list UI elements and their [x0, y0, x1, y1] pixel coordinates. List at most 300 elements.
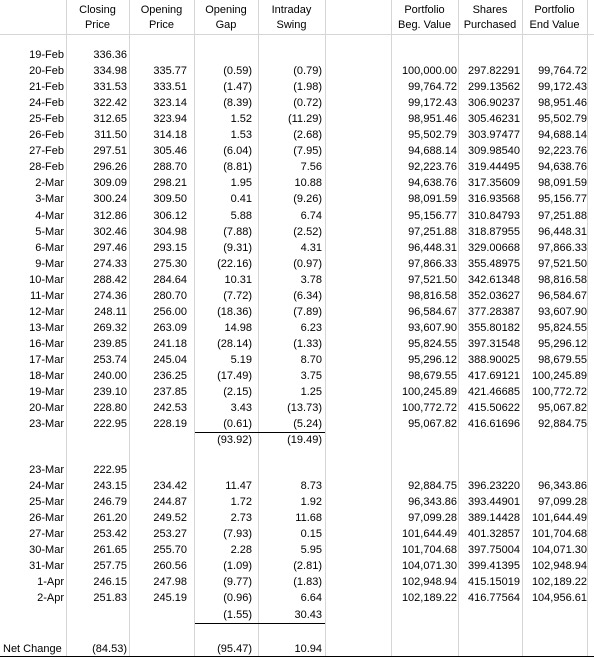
cell-swing[interactable]: (2.81)	[293, 560, 322, 572]
cell-date[interactable]: 28-Feb	[29, 161, 64, 173]
cell-shares[interactable]: 399.41395	[468, 560, 520, 572]
cell-beg[interactable]: 102,948.94	[401, 576, 457, 588]
cell-end[interactable]: 101,704.68	[531, 528, 587, 540]
cell-end[interactable]: 95,067.82	[538, 402, 587, 414]
cell-end[interactable]: 93,607.90	[538, 306, 587, 318]
cell-beg[interactable]: 96,448.31	[408, 242, 457, 254]
header-opening-price[interactable]	[129, 3, 194, 33]
table-row	[0, 510, 594, 526]
cell-shares[interactable]: 396.23220	[468, 480, 520, 492]
cell-shares[interactable]: 397.75004	[468, 544, 520, 556]
cell-end[interactable]	[523, 47, 587, 63]
cell-open[interactable]: 323.14	[153, 97, 187, 109]
cell-date[interactable]: 23-Mar	[29, 464, 64, 476]
cell-gap[interactable]: (1.47)	[223, 81, 252, 93]
cell-gap[interactable]: (18.36)	[217, 306, 252, 318]
cell-gap[interactable]: 1.53	[230, 129, 252, 141]
cell-gap[interactable]: (0.61)	[223, 418, 252, 430]
cell-shares[interactable]: 388.90025	[468, 354, 520, 366]
cell-swing[interactable]: (0.79)	[293, 65, 322, 77]
cell-close[interactable]: 222.95	[93, 418, 127, 430]
cell-end[interactable]: 98,679.55	[538, 354, 587, 366]
cell-beg[interactable]: 98,679.55	[408, 370, 457, 382]
cell-open[interactable]: 244.87	[153, 496, 187, 508]
cell-date[interactable]: 1-Apr	[37, 576, 64, 588]
cell-end[interactable]: 100,772.72	[531, 386, 587, 398]
cell-open[interactable]: 236.25	[153, 370, 187, 382]
cell-end[interactable]: 96,343.86	[538, 480, 587, 492]
cell-end[interactable]: 97,099.28	[538, 496, 587, 508]
cell-date[interactable]: 24-Mar	[29, 480, 64, 492]
subtotal-row	[0, 607, 594, 623]
cell-beg[interactable]: 100,772.72	[401, 402, 457, 414]
table-row	[0, 478, 594, 494]
cell-date[interactable]: 25-Mar	[29, 496, 64, 508]
cell-gap[interactable]: 0.41	[230, 193, 252, 205]
cell-date[interactable]: 4-Mar	[35, 210, 64, 222]
cell-beg[interactable]: 92,884.75	[408, 480, 457, 492]
cell-open[interactable]	[127, 462, 187, 478]
cell-shares[interactable]: 342.61348	[468, 274, 520, 286]
cell-close[interactable]: 246.15	[93, 576, 127, 588]
cell-shares[interactable]: 377.28387	[468, 306, 520, 318]
table-row	[0, 494, 594, 510]
cell-shares[interactable]: 421.46685	[468, 386, 520, 398]
cell-close[interactable]: 222.95	[93, 464, 127, 476]
cell-open[interactable]: 293.15	[153, 242, 187, 254]
cell-close[interactable]: 312.86	[93, 210, 127, 222]
cell-end[interactable]: 95,156.77	[538, 193, 587, 205]
cell-shares[interactable]: 306.90237	[468, 97, 520, 109]
cell-end[interactable]: 104,071.30	[531, 544, 587, 556]
cell-open[interactable]: 288.70	[153, 161, 187, 173]
table-row	[0, 336, 594, 352]
cell-beg[interactable]: 94,688.14	[408, 145, 457, 157]
cell-swing[interactable]: 6.64	[300, 592, 322, 604]
header-closing-price[interactable]	[66, 3, 129, 33]
cell-close[interactable]: 269.32	[93, 322, 127, 334]
cell-gap[interactable]: (7.88)	[223, 226, 252, 238]
header-line: Gap	[215, 19, 237, 31]
cell-gap[interactable]: (1.09)	[223, 560, 252, 572]
cell-gap[interactable]: (22.16)	[217, 258, 252, 270]
cell-shares[interactable]: 393.44901	[468, 496, 520, 508]
cell-close[interactable]: 334.98	[93, 65, 127, 77]
cell-shares[interactable]: 389.14428	[468, 512, 520, 524]
cell-swing[interactable]: 6.23	[300, 322, 322, 334]
cell-open[interactable]: 333.51	[153, 81, 187, 93]
cell-gap[interactable]: 14.98	[224, 322, 252, 334]
cell-beg[interactable]: 92,223.76	[408, 161, 457, 173]
cell-date[interactable]: 26-Feb	[29, 129, 64, 141]
cell-date[interactable]: 5-Mar	[35, 226, 64, 238]
cell-beg[interactable]	[390, 462, 457, 478]
cell-open[interactable]: 255.70	[153, 544, 187, 556]
cell-close[interactable]: 253.74	[93, 354, 127, 366]
cell-date[interactable]: 27-Feb	[29, 145, 64, 157]
cell-end[interactable]: 97,866.33	[538, 242, 587, 254]
cell-open[interactable]: 249.52	[153, 512, 187, 524]
cell-shares[interactable]: 397.31548	[468, 338, 520, 350]
header-line: Purchased	[463, 19, 517, 31]
cell-gap[interactable]: 5.88	[230, 210, 252, 222]
cell-date[interactable]: 3-Mar	[35, 193, 64, 205]
cell-swing[interactable]: 11.68	[295, 512, 322, 524]
net-change-gap[interactable]: (95.47)	[217, 643, 252, 655]
cell-open[interactable]: 304.98	[153, 226, 187, 238]
cell-end[interactable]	[523, 462, 587, 478]
cell-close[interactable]: 246.79	[93, 496, 127, 508]
net-change-swing[interactable]: 10.94	[294, 643, 322, 655]
net-change-label[interactable]: Net Change	[3, 643, 62, 655]
table-row	[0, 304, 594, 320]
cell-close[interactable]: 253.42	[93, 528, 127, 540]
table-row	[0, 542, 594, 558]
table-row	[0, 47, 594, 63]
cell-swing[interactable]: (5.24)	[293, 418, 322, 430]
cell-beg[interactable]: 102,189.22	[401, 592, 457, 604]
cell-date[interactable]: 16-Mar	[29, 338, 64, 350]
cell-swing[interactable]: (13.73)	[287, 402, 322, 414]
cell-shares[interactable]: 416.77564	[468, 592, 520, 604]
cell-swing[interactable]: (11.29)	[287, 113, 322, 125]
cell-beg[interactable]: 96,584.67	[408, 306, 457, 318]
cell-close[interactable]: 296.26	[93, 161, 127, 173]
cell-gap[interactable]	[192, 462, 252, 478]
cell-gap[interactable]: (6.04)	[223, 145, 252, 157]
cell-end[interactable]: 104,956.61	[531, 592, 587, 604]
cell-gap[interactable]: (7.72)	[223, 290, 252, 302]
cell-end[interactable]: 102,948.94	[531, 560, 587, 572]
cell-open[interactable]: 280.70	[153, 290, 187, 302]
cell-open[interactable]: 298.21	[153, 177, 187, 189]
cell-end[interactable]: 101,644.49	[531, 512, 587, 524]
cell-open[interactable]: 253.27	[153, 528, 187, 540]
header-portfolio-end-value[interactable]	[522, 3, 587, 33]
cell-close[interactable]: 302.46	[93, 226, 127, 238]
cell-shares[interactable]: 299.13562	[468, 81, 520, 93]
cell-gap[interactable]: 2.73	[230, 512, 252, 524]
cell-end[interactable]: 96,448.31	[538, 226, 587, 238]
table-row	[0, 320, 594, 336]
cell-date[interactable]: 2-Mar	[35, 177, 64, 189]
cell-date[interactable]: 6-Mar	[35, 242, 64, 254]
cell-beg[interactable]: 93,607.90	[408, 322, 457, 334]
cell-shares[interactable]: 310.84793	[468, 210, 520, 222]
cell-swing[interactable]: (1.83)	[293, 576, 322, 588]
cell-close[interactable]: 336.36	[93, 49, 127, 61]
cell-beg[interactable]: 94,638.76	[408, 177, 457, 189]
cell-open[interactable]: 237.85	[153, 386, 187, 398]
cell-swing[interactable]: 0.15	[300, 528, 322, 540]
cell-open[interactable]: 306.12	[153, 210, 187, 222]
header-intraday-swing[interactable]	[258, 3, 325, 33]
cell-swing[interactable]: 3.75	[300, 370, 322, 382]
cell-open[interactable]: 263.09	[153, 322, 187, 334]
cell-gap[interactable]: 3.43	[230, 402, 252, 414]
table-row	[0, 462, 594, 478]
cell-beg[interactable]: 98,951.46	[408, 113, 457, 125]
cell-end[interactable]: 99,172.43	[538, 81, 587, 93]
cell-swing[interactable]: 1.92	[300, 496, 322, 508]
cell-close[interactable]: 274.36	[93, 290, 127, 302]
cell-swing[interactable]: (7.95)	[293, 145, 322, 157]
cell-swing[interactable]: 8.73	[300, 480, 322, 492]
cell-gap[interactable]: (0.59)	[223, 65, 252, 77]
cell-date[interactable]: 11-Mar	[29, 290, 64, 302]
cell-swing[interactable]: (2.68)	[293, 129, 322, 141]
cell-beg[interactable]: 100,000.00	[401, 65, 457, 77]
cell-open[interactable]: 323.94	[153, 113, 187, 125]
cell-swing[interactable]: (0.72)	[293, 97, 322, 109]
cell-shares[interactable]: 415.15019	[468, 576, 520, 588]
cell-date[interactable]: 17-Mar	[29, 354, 64, 366]
cell-gap[interactable]: (17.49)	[217, 370, 252, 382]
cell-end[interactable]: 92,884.75	[538, 418, 587, 430]
cell-close[interactable]: 248.11	[94, 306, 127, 318]
cell-shares[interactable]: 415.50622	[468, 402, 520, 414]
cell-swing[interactable]: (9.26)	[293, 193, 322, 205]
cell-open[interactable]: 245.04	[153, 354, 187, 366]
cell-end[interactable]: 97,521.50	[538, 258, 587, 270]
cell-close[interactable]: 312.65	[93, 113, 127, 125]
cell-close[interactable]: 261.20	[93, 512, 127, 524]
cell-close[interactable]: 243.15	[93, 480, 127, 492]
cell-open[interactable]: 260.56	[153, 560, 187, 572]
cell-end[interactable]: 95,296.12	[538, 338, 587, 350]
cell-beg[interactable]: 95,296.12	[408, 354, 457, 366]
cell-gap[interactable]: (0.96)	[223, 592, 252, 604]
header-line: Opening	[140, 4, 183, 16]
cell-close[interactable]: 297.46	[93, 242, 127, 254]
header-shares-purchased[interactable]	[458, 3, 522, 33]
cell-gap[interactable]: 5.19	[230, 354, 252, 366]
cell-date[interactable]: 19-Mar	[29, 386, 64, 398]
cell-open[interactable]: 256.00	[153, 306, 187, 318]
cell-gap[interactable]: 1.95	[230, 177, 252, 189]
cell-gap[interactable]: 10.31	[224, 274, 252, 286]
cell-open[interactable]: 241.18	[153, 338, 187, 350]
subtotal-swing[interactable]: (19.49)	[287, 434, 322, 446]
cell-swing[interactable]: (7.89)	[293, 306, 322, 318]
cell-beg[interactable]: 99,764.72	[408, 81, 457, 93]
cell-swing[interactable]: (1.98)	[293, 81, 322, 93]
cell-date[interactable]: 27-Mar	[29, 528, 64, 540]
cell-shares[interactable]: 319.44495	[468, 161, 520, 173]
cell-close[interactable]: 261.65	[93, 544, 127, 556]
cell-date[interactable]: 2-Apr	[37, 592, 64, 604]
cell-swing[interactable]: (6.34)	[293, 290, 322, 302]
net-change-close[interactable]: (84.53)	[92, 643, 127, 655]
cell-end[interactable]: 98,951.46	[538, 97, 587, 109]
cell-date[interactable]: 18-Mar	[29, 370, 64, 382]
cell-beg[interactable]: 95,824.55	[408, 338, 457, 350]
cell-beg[interactable]: 97,521.50	[408, 274, 457, 286]
cell-date[interactable]: 9-Mar	[35, 258, 64, 270]
cell-date[interactable]: 31-Mar	[29, 560, 64, 572]
table-row	[0, 574, 594, 590]
cell-gap[interactable]: (8.81)	[223, 161, 252, 173]
cell-end[interactable]: 99,764.72	[538, 65, 587, 77]
cell-close[interactable]: 288.42	[93, 274, 127, 286]
cell-shares[interactable]: 416.61696	[468, 418, 520, 430]
cell-beg[interactable]: 98,816.58	[408, 290, 457, 302]
cell-beg[interactable]: 100,245.89	[401, 386, 457, 398]
cell-date[interactable]: 13-Mar	[29, 322, 64, 334]
cell-swing[interactable]: (0.97)	[293, 258, 322, 270]
table-row	[0, 159, 594, 175]
cell-swing[interactable]: 1.25	[300, 386, 322, 398]
cell-end[interactable]: 100,245.89	[531, 370, 587, 382]
cell-beg[interactable]: 95,067.82	[408, 418, 457, 430]
cell-gap[interactable]: (9.77)	[223, 576, 252, 588]
cell-date[interactable]: 26-Mar	[29, 512, 64, 524]
cell-swing[interactable]: 8.70	[300, 354, 322, 366]
cell-shares[interactable]: 352.03627	[468, 290, 520, 302]
cell-end[interactable]: 98,816.58	[538, 274, 587, 286]
cell-gap[interactable]: 11.47	[225, 480, 252, 492]
cell-beg[interactable]: 95,156.77	[408, 210, 457, 222]
cell-end[interactable]: 92,223.76	[538, 145, 587, 157]
cell-swing[interactable]	[259, 462, 322, 478]
cell-swing[interactable]: (2.52)	[293, 226, 322, 238]
cell-close[interactable]: 311.50	[94, 129, 127, 141]
table-row	[0, 352, 594, 368]
cell-beg[interactable]: 95,502.79	[408, 129, 457, 141]
cell-swing[interactable]: 10.88	[294, 177, 322, 189]
cell-open[interactable]: 245.19	[153, 592, 187, 604]
header-line: Swing	[276, 19, 307, 31]
cell-shares[interactable]: 417.69121	[468, 370, 520, 382]
header-portfolio-beg-value[interactable]	[391, 3, 458, 33]
cell-end[interactable]: 94,638.76	[538, 161, 587, 173]
cell-beg[interactable]: 98,091.59	[408, 193, 457, 205]
cell-gap[interactable]: 2.28	[230, 544, 252, 556]
cell-date[interactable]: 30-Mar	[29, 544, 64, 556]
cell-shares[interactable]: 329.00668	[468, 242, 520, 254]
cell-open[interactable]: 314.18	[153, 129, 187, 141]
cell-shares[interactable]: 303.97477	[468, 129, 520, 141]
cell-gap[interactable]: 1.72	[230, 496, 252, 508]
cell-close[interactable]: 239.10	[93, 386, 127, 398]
cell-open[interactable]: 284.64	[153, 274, 187, 286]
cell-beg[interactable]	[390, 47, 457, 63]
cell-close[interactable]: 322.42	[93, 97, 127, 109]
cell-end[interactable]: 102,189.22	[531, 576, 587, 588]
table-row	[0, 191, 594, 207]
cell-shares[interactable]: 355.48975	[468, 258, 520, 270]
cell-close[interactable]: 228.80	[93, 402, 127, 414]
cell-beg[interactable]: 104,071.30	[401, 560, 457, 572]
cell-end[interactable]: 96,584.67	[538, 290, 587, 302]
cell-swing[interactable]: 6.74	[300, 210, 322, 222]
cell-shares[interactable]: 401.32857	[468, 528, 520, 540]
table-row	[0, 416, 594, 432]
cell-date[interactable]: 23-Mar	[29, 418, 64, 430]
cell-date[interactable]: 10-Mar	[29, 274, 64, 286]
cell-date[interactable]: 20-Mar	[29, 402, 64, 414]
cell-close[interactable]: 297.51	[93, 145, 127, 157]
cell-shares[interactable]: 355.80182	[468, 322, 520, 334]
cell-open[interactable]: 242.53	[153, 402, 187, 414]
cell-date[interactable]: 12-Mar	[29, 306, 64, 318]
cell-close[interactable]: 239.85	[93, 338, 127, 350]
cell-end[interactable]: 95,824.55	[538, 322, 587, 334]
cell-shares[interactable]	[459, 462, 520, 478]
cell-beg[interactable]: 101,704.68	[401, 544, 457, 556]
subtotal-gap[interactable]: (1.55)	[223, 609, 252, 621]
cell-close[interactable]: 274.33	[93, 258, 127, 270]
cell-beg[interactable]: 99,172.43	[408, 97, 457, 109]
cell-gap[interactable]	[192, 47, 252, 63]
cell-gap[interactable]: (9.31)	[223, 242, 252, 254]
cell-beg[interactable]: 97,099.28	[408, 512, 457, 524]
cell-close[interactable]: 309.09	[93, 177, 127, 189]
table-row	[0, 111, 594, 127]
cell-shares[interactable]: 318.87955	[468, 226, 520, 238]
cell-close[interactable]: 257.75	[93, 560, 127, 572]
cell-beg[interactable]: 96,343.86	[408, 496, 457, 508]
subtotal-gap[interactable]: (93.92)	[217, 434, 252, 446]
cell-shares[interactable]	[459, 47, 520, 63]
cell-gap[interactable]: (8.39)	[223, 97, 252, 109]
cell-gap[interactable]: (2.15)	[223, 386, 252, 398]
cell-close[interactable]: 300.24	[93, 193, 127, 205]
cell-beg[interactable]: 101,644.49	[401, 528, 457, 540]
cell-shares[interactable]: 316.93568	[468, 193, 520, 205]
cell-date[interactable]: 21-Feb	[29, 81, 64, 93]
cell-gap[interactable]: (28.14)	[217, 338, 252, 350]
cell-date[interactable]: 20-Feb	[29, 65, 64, 77]
cell-shares[interactable]: 305.46231	[468, 113, 520, 125]
cell-shares[interactable]: 309.98540	[468, 145, 520, 157]
cell-end[interactable]: 94,688.14	[538, 129, 587, 141]
cell-gap[interactable]: (7.93)	[223, 528, 252, 540]
cell-swing[interactable]: (1.33)	[293, 338, 322, 350]
cell-beg[interactable]: 97,251.88	[408, 226, 457, 238]
cell-swing[interactable]: 7.56	[300, 161, 322, 173]
cell-swing[interactable]: 5.95	[300, 544, 322, 556]
cell-shares[interactable]: 317.35609	[468, 177, 520, 189]
cell-open[interactable]: 247.98	[153, 576, 187, 588]
cell-end[interactable]: 95,502.79	[538, 113, 587, 125]
cell-close[interactable]: 251.83	[93, 592, 127, 604]
cell-swing[interactable]	[259, 47, 322, 63]
cell-end[interactable]: 98,091.59	[538, 177, 587, 189]
cell-beg[interactable]: 97,866.33	[408, 258, 457, 270]
cell-gap[interactable]: 1.52	[230, 113, 252, 125]
cell-close[interactable]: 331.53	[93, 81, 127, 93]
cell-open[interactable]: 335.77	[153, 65, 187, 77]
cell-open[interactable]: 309.50	[153, 193, 187, 205]
cell-end[interactable]: 97,251.88	[538, 210, 587, 222]
cell-swing[interactable]: 3.78	[300, 274, 322, 286]
cell-open[interactable]: 305.46	[153, 145, 187, 157]
cell-open[interactable]: 234.42	[153, 480, 187, 492]
cell-shares[interactable]: 297.82291	[468, 65, 520, 77]
header-opening-gap[interactable]	[194, 3, 258, 33]
subtotal-swing[interactable]: 30.43	[294, 609, 322, 621]
cell-swing[interactable]: 4.31	[300, 242, 322, 254]
cell-open[interactable]: 228.19	[153, 418, 187, 430]
cell-open[interactable]	[127, 47, 187, 63]
cell-date[interactable]: 25-Feb	[29, 113, 64, 125]
cell-open[interactable]: 275.30	[153, 258, 187, 270]
cell-date[interactable]: 24-Feb	[29, 97, 64, 109]
header-line: Portfolio	[404, 4, 445, 16]
cell-close[interactable]: 240.00	[93, 370, 127, 382]
cell-date[interactable]: 19-Feb	[29, 49, 64, 61]
